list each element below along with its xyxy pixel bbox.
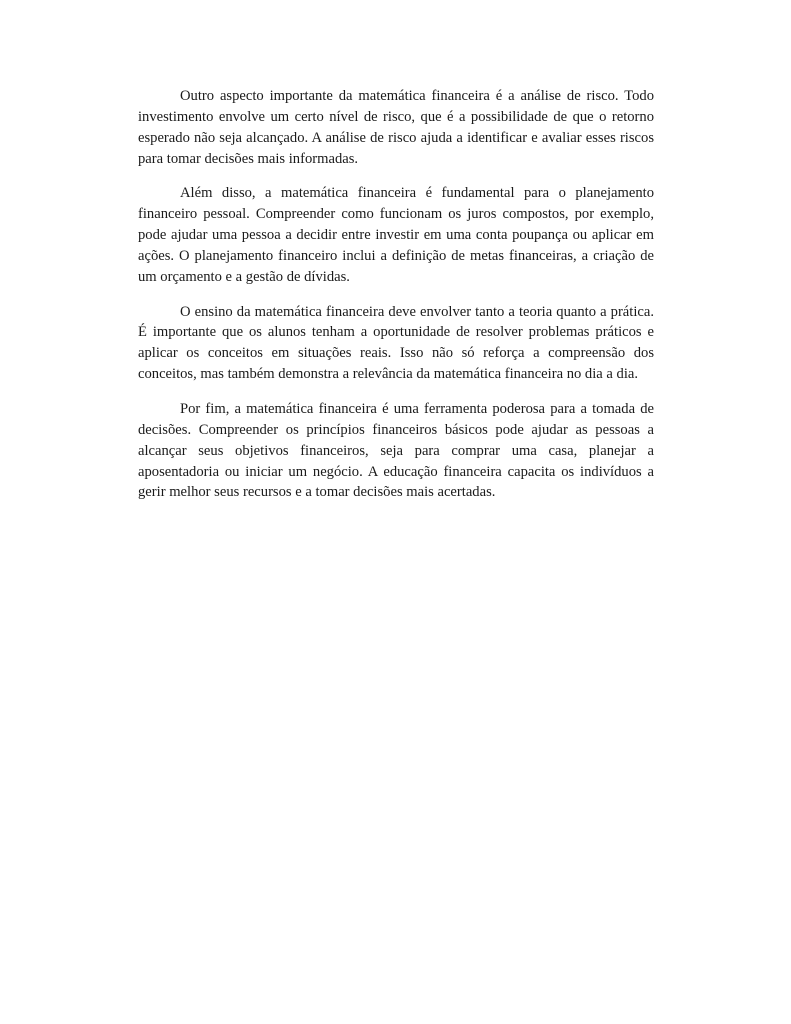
paragraph-risk-analysis: Outro aspecto importante da matemática financeira é a análise de risco. Todo investimento envolve um certo nível de risco, que é a possibilidade de que o retorno esperado não seja alcançado. A análise de risco ajuda a identificar e avaliar esses riscos para tomar decisões mais informadas.	[138, 88, 654, 167]
paragraph-conclusion: Por fim, a matemática financeira é uma ferramenta poderosa para a tomada de decisões. Compreender os princípios financeiros básicos pode ajudar as pessoas a alcançar seus objetivos financeiros, seja para comprar uma casa, planejar a aposentadoria ou iniciar um negócio. A educação financeira capacita os indivíduos a gerir melhor seus recursos e a tomar decisões mais acertadas.	[138, 400, 654, 501]
document-page	[138, 86, 654, 517]
paragraph-teaching: O ensino da matemática financeira deve envolver tanto a teoria quanto a prática. É importante que os alunos tenham a oportunidade de resolver problemas práticos e aplicar os conceitos em situações reais. Isso não só reforça a compreensão dos conceitos, mas também demonstra a relevância da matemática financeira no dia a dia.	[138, 303, 654, 383]
paragraph-personal-planning: Além disso, a matemática financeira é fundamental para o planejamento financeiro pessoal. Compreender como funcionam os juros compostos, por exemplo, pode ajudar uma pessoa a decidir entre investir em uma conta poupança ou aplicar em ações. O planejamento financeiro inclui a definição de metas financeiras, a criação de um orçamento e a gestão de dívidas.	[138, 185, 654, 285]
